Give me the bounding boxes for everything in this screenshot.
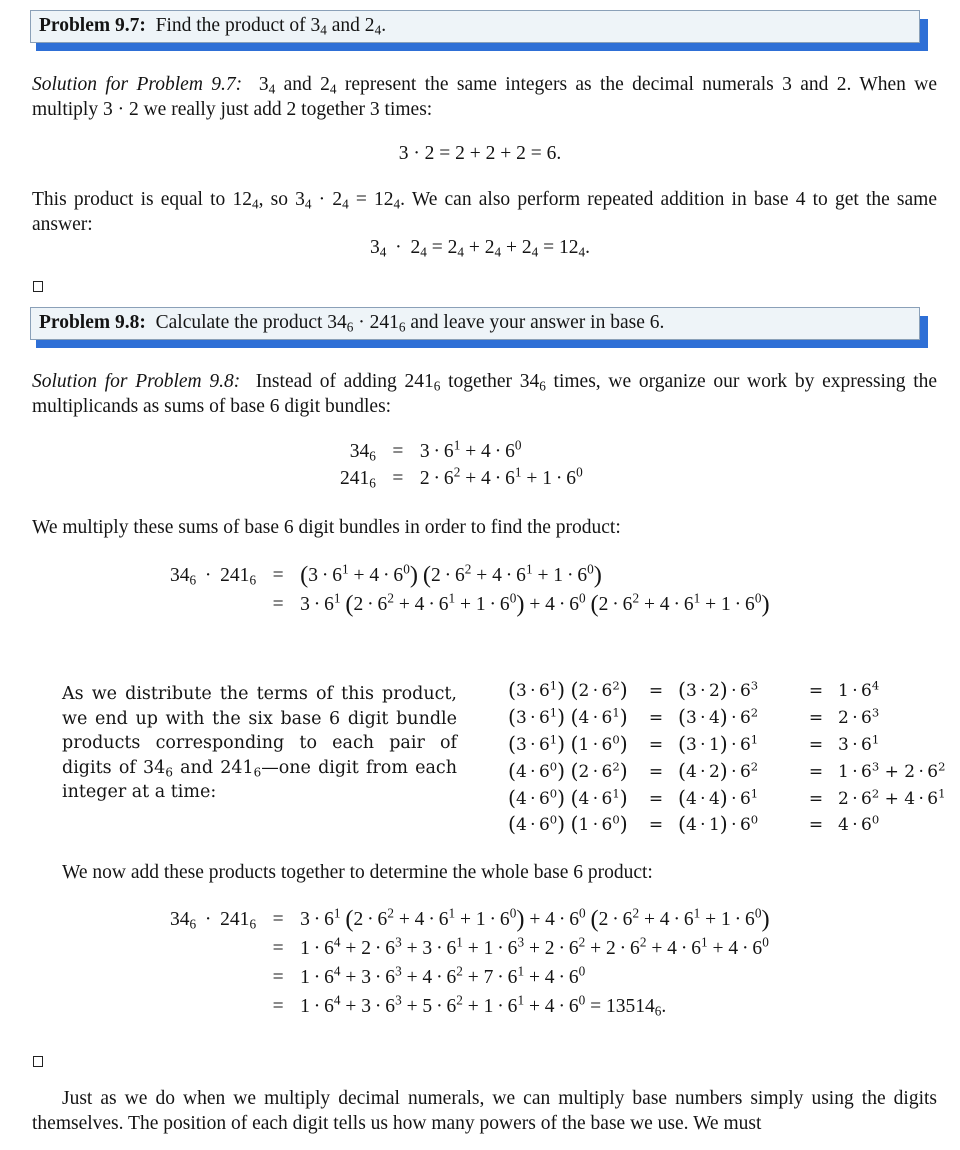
problem-label: Problem 9.7: bbox=[39, 15, 146, 36]
base6-result: $1 \cdot 6^4$ bbox=[838, 679, 880, 702]
product-row bbox=[170, 590, 770, 619]
product-row bbox=[170, 561, 770, 590]
equals-sign: = bbox=[808, 734, 824, 755]
digit-pair-product: $(4 \cdot 6^0)$ $(1 \cdot 6^0)$ bbox=[508, 812, 628, 837]
equals-sign: = bbox=[648, 788, 664, 809]
equation-rhs: $3 \cdot 6^1$ $(2 \cdot 6^2 + 4 \cdot 6^1 + 1 \cdot 6^0) + 4 \cdot 6^0$ $(2 \cdot 6^2 + 4 \cdot 6^1 + 1 \cdot 6^0)$ bbox=[300, 589, 770, 617]
distribution-paragraph: As we distribute the terms of this product, we end up with the six base 6 digit bundle products corresponding to each pair of digits of $34_6$ and $241_6—one$ digit from each integer at a time: bbox=[62, 684, 457, 803]
distribution-row bbox=[508, 678, 945, 705]
equation-rhs: $3 \cdot 6^1$ $(2 \cdot 6^2 + 4 \cdot 6^1 + 1 \cdot 6^0) + 4 \cdot 6^0$ $(2 \cdot 6^2 + 4 \cdot 6^1 + 1 \cdot 6^0)$ bbox=[300, 904, 770, 932]
problem-box-9-7 bbox=[30, 10, 920, 43]
equation-base4-repeated-addition: $3_4 \cdot 2_4 = 2_4 + 2_4 + 2_4 = 12_4$. bbox=[370, 237, 590, 260]
equals-sign: = bbox=[272, 995, 284, 1017]
expansion-equations bbox=[340, 438, 583, 492]
equals-sign: = bbox=[272, 937, 284, 959]
equation-lhs bbox=[170, 963, 256, 992]
digit-pair-product: $(3 \cdot 6^1)$ $(1 \cdot 6^0)$ bbox=[508, 732, 628, 756]
equals-sign: = bbox=[648, 734, 664, 755]
sum-row bbox=[170, 905, 770, 934]
distribution-row bbox=[508, 812, 945, 839]
digit-pair-product: $(3 \cdot 6^1)$ $(2 \cdot 6^2)$ bbox=[508, 678, 628, 703]
solution-lead: Solution for Problem 9.8: bbox=[32, 371, 241, 392]
digit-pair-product: $(4 \cdot 6^0)$ $(2 \cdot 6^2)$ bbox=[508, 758, 628, 783]
solution-9-7-paragraph-1: Solution for Problem 9.7: $3_4$ and $2_4$ represent the same integers as the decimal numerals 3 and 2. When we multiply 3 · 2 we really just add 2 together 3 times: bbox=[32, 74, 938, 120]
intermediate-product: $(4 \cdot 4) \cdot 6^1$ bbox=[678, 785, 759, 810]
intermediate-product: $(3 \cdot 2) \cdot 6^3$ bbox=[678, 678, 759, 703]
equation-rhs: $1 \cdot 6^4 + 3 \cdot 6^3 + 4 \cdot 6^2 + 7 \cdot 6^1 + 4 \cdot 6^0$ bbox=[300, 963, 586, 988]
qed-box bbox=[33, 281, 43, 292]
equals-sign: = bbox=[808, 815, 824, 836]
equals-sign: = bbox=[648, 681, 664, 702]
intermediate-product: $(4 \cdot 1) \cdot 6^0$ bbox=[678, 812, 759, 837]
equation-rhs: $1 \cdot 6^4 + 2 \cdot 6^3 + 3 \cdot 6^1 + 1 \cdot 6^3 + 2 \cdot 6^2 + 2 \cdot 6^2 + 4 \cdot 6^1 + 4 \cdot 6^0$ bbox=[300, 934, 769, 959]
intermediate-product: $(4 \cdot 2) \cdot 6^2$ bbox=[678, 758, 759, 783]
base6-result: $2 \cdot 6^2 + 4 \cdot 6^1$ bbox=[838, 786, 946, 809]
equals-sign: = bbox=[808, 708, 824, 729]
equals-sign: = bbox=[392, 467, 404, 489]
problem-statement: Calculate the product $34_6 \cdot 241_6$ and leave your answer in base 6. bbox=[155, 312, 665, 335]
equals-sign: = bbox=[648, 815, 664, 836]
digit-pair-product: $(3 \cdot 6^1)$ $(4 \cdot 6^1)$ bbox=[508, 705, 628, 730]
product-equations bbox=[170, 561, 770, 619]
sum-row bbox=[170, 963, 770, 992]
distribution-row bbox=[508, 705, 945, 732]
solution-9-8-paragraph-2: We multiply these sums of base 6 digit bundles in order to find the product: bbox=[32, 517, 621, 538]
distribution-row bbox=[508, 732, 945, 759]
equation-lhs bbox=[170, 590, 256, 619]
equals-sign: = bbox=[272, 593, 284, 615]
problem-label: Problem 9.8: bbox=[39, 312, 146, 333]
equals-sign: = bbox=[808, 761, 824, 782]
base6-result: $1 \cdot 6^3 + 2 \cdot 6^2$ bbox=[838, 759, 946, 782]
distribution-table bbox=[508, 678, 945, 839]
equation-lhs: $34_6 \cdot 241_6$ bbox=[170, 908, 257, 932]
digit-pair-product: $(4 \cdot 6^0)$ $(4 \cdot 6^1)$ bbox=[508, 785, 628, 810]
distribution-row bbox=[508, 785, 945, 812]
problem-box-9-8 bbox=[30, 307, 920, 340]
equation-lhs bbox=[170, 992, 256, 1021]
expansion-row bbox=[340, 465, 583, 492]
equation-rhs: $(3 \cdot 6^1 + 4 \cdot 6^0)$ $(2 \cdot 6^2 + 4 \cdot 6^1 + 1 \cdot 6^0)$ bbox=[300, 560, 602, 588]
sum-row bbox=[170, 992, 770, 1021]
base6-result: $2 \cdot 6^3$ bbox=[838, 705, 880, 729]
expansion-rhs: $3 \cdot 6^1 + 4 \cdot 6^0$ bbox=[419, 437, 522, 462]
sum-equations bbox=[170, 905, 770, 1021]
intermediate-product: $(3 \cdot 4) \cdot 6^2$ bbox=[678, 705, 759, 730]
qed-box bbox=[33, 1056, 43, 1067]
base6-result: $3 \cdot 6^1$ bbox=[838, 732, 880, 755]
equals-sign: = bbox=[808, 681, 824, 702]
solution-9-7-paragraph-2: This product is equal to $12_4$, so $3_4 \cdot 2_4 = 12_4$. We can also perform repeated addition in base 4 to get the same answer: bbox=[32, 189, 937, 235]
expansion-row bbox=[340, 438, 583, 465]
equals-sign: = bbox=[272, 564, 284, 586]
equation-3x2: 3 · 2 = 2 + 2 + 2 = 6. bbox=[398, 143, 562, 164]
equation-lhs: $34_6 \cdot 241_6$ bbox=[170, 564, 257, 588]
problem-statement: Find the product of $3_4$ and $2_4$. bbox=[155, 15, 387, 38]
equals-sign: = bbox=[392, 440, 404, 462]
solution-9-8-paragraph-3: We now add these products together to determine the whole base 6 product: bbox=[62, 862, 653, 883]
equals-sign: = bbox=[272, 966, 284, 988]
equals-sign: = bbox=[648, 708, 664, 729]
distribution-row bbox=[508, 758, 945, 785]
equals-sign: = bbox=[808, 788, 824, 809]
closing-paragraph: Just as we do when we multiply decimal numerals, we can multiply base numbers simply using the digits themselves. The position of each digit tells us how many powers of the base we use. We must bbox=[32, 1088, 937, 1134]
expansion-lhs: $34_6$ bbox=[349, 440, 376, 464]
equals-sign: = bbox=[272, 908, 284, 930]
base6-result: $4 \cdot 6^0$ bbox=[838, 813, 880, 836]
equation-lhs bbox=[170, 934, 256, 963]
solution-lead: Solution for Problem 9.7: bbox=[32, 74, 243, 95]
sum-row bbox=[170, 934, 770, 963]
intermediate-product: $(3 \cdot 1) \cdot 6^1$ bbox=[678, 732, 759, 756]
solution-9-8-paragraph-1: Solution for Problem 9.8: Instead of adding $241_6$ together $34_6$ times, we organize our work by expressing the multiplicands as sums of base 6 digit bundles: bbox=[32, 371, 938, 417]
expansion-rhs: $2 \cdot 6^2 + 4 \cdot 6^1 + 1 \cdot 6^0$ bbox=[419, 464, 583, 489]
equation-rhs: $1 \cdot 6^4 + 3 \cdot 6^3 + 5 \cdot 6^2 + 1 \cdot 6^1 + 4 \cdot 6^0 = 13514_6$. bbox=[300, 992, 667, 1019]
expansion-lhs: $241_6$ bbox=[340, 467, 376, 491]
equals-sign: = bbox=[648, 761, 664, 782]
